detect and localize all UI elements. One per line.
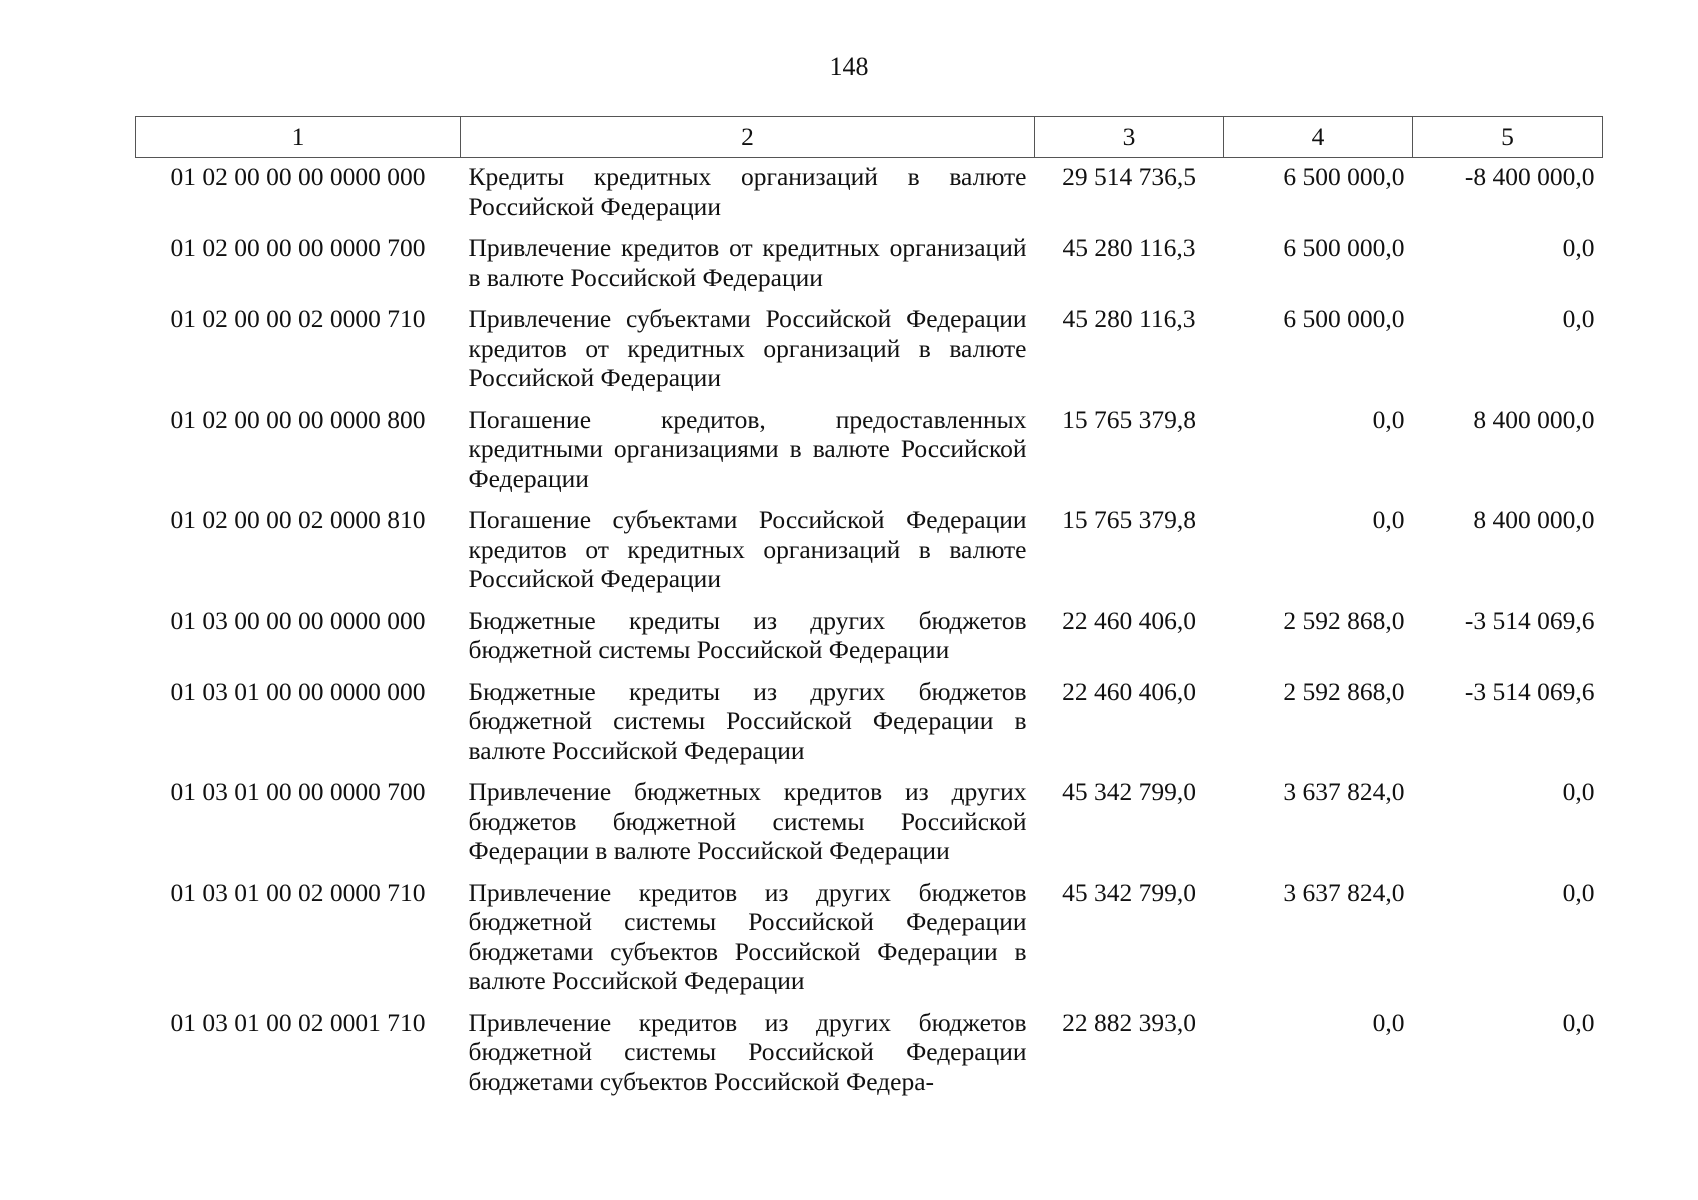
value-col-4: 3 637 824,0 — [1283, 877, 1405, 907]
value-col-4: 6 500 000,0 — [1283, 233, 1405, 262]
value-col-3: 45 280 116,3 — [1062, 304, 1196, 333]
item-name: Привлечение бюджетных кредитов из других бюджетов бюджетной системы Российской Федерации в валюте Российской Федерации — [468, 777, 1027, 865]
budget-code: 01 02 00 00 02 0000 710 — [170, 304, 426, 333]
header-col-2: 2 — [461, 117, 1035, 158]
table-row — [136, 501, 1603, 602]
value-col-5: 0,0 — [1562, 877, 1595, 907]
item-name: Погашение субъектами Российской Федерации кредитов от кредитных организаций в валюте Российской Федерации — [468, 505, 1027, 593]
budget-code: 01 02 00 00 00 0000 700 — [170, 233, 426, 262]
page-number: 148 — [829, 52, 869, 81]
value-col-3: 45 280 116,3 — [1062, 233, 1196, 262]
table-row — [136, 229, 1603, 300]
item-name: Кредиты кредитных организаций в валюте Российской Федерации — [468, 162, 1027, 221]
table-header — [136, 117, 1603, 158]
value-col-4: 6 500 000,0 — [1283, 304, 1405, 333]
value-col-3: 45 342 799,0 — [1062, 877, 1196, 907]
budget-code: 01 03 01 00 02 0000 710 — [170, 877, 426, 907]
item-name: Привлечение кредитов из других бюджетов бюджетной системы Российской Федерации бюджетами субъектов Российской Федерации в валюте Российской Федерации — [468, 877, 1027, 995]
item-name: Привлечение кредитов от кредитных организаций в валюте Российской Федерации — [468, 233, 1027, 292]
value-col-5: 0,0 — [1562, 233, 1595, 262]
value-col-3: 22 460 406,0 — [1062, 676, 1196, 706]
value-col-5: -3 514 069,6 — [1464, 676, 1595, 706]
value-col-4: 0,0 — [1372, 505, 1405, 534]
budget-code: 01 02 00 00 00 0000 800 — [170, 404, 426, 434]
table-body — [136, 158, 1603, 1105]
table-row — [136, 673, 1603, 774]
table-row — [136, 874, 1603, 1004]
value-col-5: 0,0 — [1562, 1007, 1595, 1037]
value-col-4: 3 637 824,0 — [1283, 777, 1405, 806]
budget-code: 01 02 00 00 02 0000 810 — [170, 505, 426, 534]
value-col-4: 2 592 868,0 — [1283, 605, 1405, 635]
item-name: Бюджетные кредиты из других бюджетов бюджетной системы Российской Федерации в валюте Российской Федерации — [468, 676, 1027, 765]
value-col-4: 0,0 — [1372, 404, 1405, 434]
value-col-5: -3 514 069,6 — [1464, 605, 1595, 635]
value-col-5: 0,0 — [1562, 777, 1595, 806]
budget-code: 01 03 01 00 02 0001 710 — [170, 1007, 426, 1037]
item-name: Привлечение кредитов из других бюджетов бюджетной системы Российской Федерации бюджетами субъектов Российской Федера- — [468, 1007, 1027, 1096]
table-row — [136, 401, 1603, 502]
value-col-5: 8 400 000,0 — [1473, 404, 1595, 434]
table-row — [136, 602, 1603, 673]
table-row — [136, 300, 1603, 401]
header-col-5: 5 — [1413, 117, 1603, 158]
value-col-3: 22 460 406,0 — [1062, 605, 1196, 635]
table-row — [136, 1004, 1603, 1105]
value-col-3: 22 882 393,0 — [1062, 1007, 1196, 1037]
value-col-4: 6 500 000,0 — [1283, 162, 1405, 191]
item-name: Привлечение субъектами Российской Федерации кредитов от кредитных организаций в валюте Российской Федерации — [468, 304, 1027, 392]
header-row — [136, 117, 1603, 158]
budget-sources-table — [135, 116, 1603, 1104]
item-name: Погашение кредитов, предоставленных кредитными организациями в валюте Российской Федерации — [468, 404, 1027, 493]
value-col-4: 0,0 — [1372, 1007, 1405, 1037]
value-col-5: 0,0 — [1562, 304, 1595, 333]
header-col-3: 3 — [1035, 117, 1224, 158]
value-col-5: -8 400 000,0 — [1464, 162, 1595, 191]
budget-code: 01 03 00 00 00 0000 000 — [170, 605, 426, 635]
budget-code: 01 03 01 00 00 0000 000 — [170, 676, 426, 706]
value-col-3: 29 514 736,5 — [1062, 162, 1196, 191]
item-name: Бюджетные кредиты из других бюджетов бюджетной системы Российской Федерации — [468, 605, 1027, 664]
table-row — [136, 773, 1603, 874]
header-col-1: 1 — [136, 117, 461, 158]
budget-code: 01 03 01 00 00 0000 700 — [170, 777, 426, 806]
value-col-3: 15 765 379,8 — [1062, 404, 1196, 434]
value-col-5: 8 400 000,0 — [1473, 505, 1595, 534]
header-col-4: 4 — [1224, 117, 1413, 158]
value-col-4: 2 592 868,0 — [1283, 676, 1405, 706]
value-col-3: 45 342 799,0 — [1062, 777, 1196, 806]
value-col-3: 15 765 379,8 — [1062, 505, 1196, 534]
budget-code: 01 02 00 00 00 0000 000 — [170, 162, 426, 191]
table-row — [136, 158, 1603, 230]
